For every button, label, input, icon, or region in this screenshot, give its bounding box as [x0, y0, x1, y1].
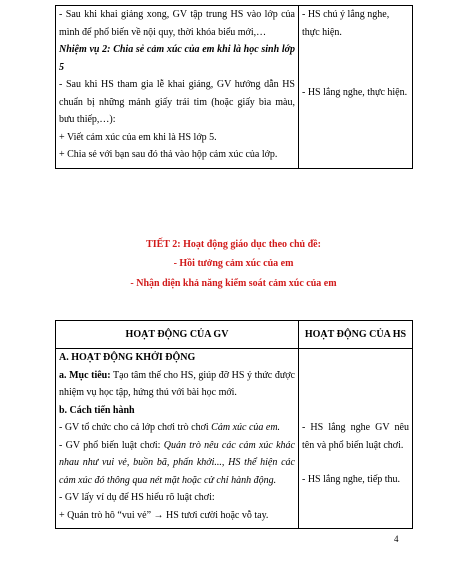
game-paragraph: [56, 419, 298, 437]
paragraph: + Chia sẻ với bạn sau đó thả vào hộp cảm xúc của lớp.: [59, 149, 278, 160]
paragraph: - Sau khi khai giảng xong, GV tập trung HS vào lớp của mình để phổ biến về nội quy, thời khóa biểu mới,…: [59, 9, 295, 38]
activity-table-continued: [55, 5, 413, 169]
paragraph: - HS chú ý lắng nghe, thực hiện.: [302, 9, 390, 38]
header-teacher: HOẠT ĐỘNG CỦA GV: [56, 321, 299, 349]
paragraph: - Sau khi HS tham gia lễ khai giảng, GV hướng dẫn HS chuẩn bị những mảnh giấy trái tim (hoặc giấy bìa màu, bưu thiếp,…):: [59, 79, 295, 125]
goal-text: Tạo tâm thế cho HS, giúp đỡ HS ý thức được nhiệm vụ học tập, hứng thú với bài học mới.: [59, 369, 295, 398]
task-heading: Nhiệm vụ 2: Chia sẻ cảm xúc của em khi là học sinh lớp 5: [59, 44, 295, 73]
teacher-activity-cell: [56, 6, 299, 169]
goal-label: a. Mục tiêu:: [59, 369, 111, 381]
teacher-activity-cell: [56, 349, 299, 529]
paragraph: - HS lắng nghe, thực hiện.: [302, 87, 408, 98]
paragraph: + Quản trò hô “vui vẻ” → HS tươi cười hoặc vỗ tay.: [59, 509, 269, 521]
section-subtitle: - Hồi tưởng cảm xúc của em: [173, 258, 294, 269]
rules-paragraph: [56, 437, 298, 490]
game-intro: - GV tổ chức cho cả lớp chơi trò chơi: [59, 422, 212, 433]
paragraph: - HS lắng nghe GV nêu tên và phổ biến luật chơi.: [302, 422, 409, 451]
paragraph: + Viết cảm xúc của em khi là HS lớp 5.: [59, 131, 217, 143]
paragraph: - GV lấy ví dụ để HS hiểu rõ luật chơi:: [59, 492, 215, 503]
section-subtitle: - Nhận diện khả năng kiểm soát cảm xúc của em: [130, 278, 337, 289]
method-heading: b. Cách tiến hành: [59, 404, 135, 416]
activity-table: [55, 320, 413, 529]
activity-heading: A. HOẠT ĐỘNG KHỞI ĐỘNG: [59, 352, 196, 363]
student-activity-cell: [299, 349, 413, 529]
section-title: TIẾT 2: Hoạt động giáo dục theo chủ đề:: [146, 239, 321, 250]
goal-paragraph: [56, 367, 298, 402]
rules-text: Quản trò nêu các cảm xúc khác nhau như vui vẻ, buồn bã, phấn khởi..., HS thể hiện các cảm xúc đó thông qua nét mặt hoặc cử chỉ hành động.: [59, 439, 295, 486]
game-name: Cảm xúc của em.: [211, 422, 281, 433]
paragraph: - HS lắng nghe, tiếp thu.: [302, 474, 401, 485]
student-activity-cell: [299, 6, 413, 169]
header-student: HOẠT ĐỘNG CỦA HS: [299, 321, 413, 349]
page-number: 4: [394, 534, 399, 544]
rules-intro: - GV phổ biến luật chơi:: [59, 439, 164, 451]
